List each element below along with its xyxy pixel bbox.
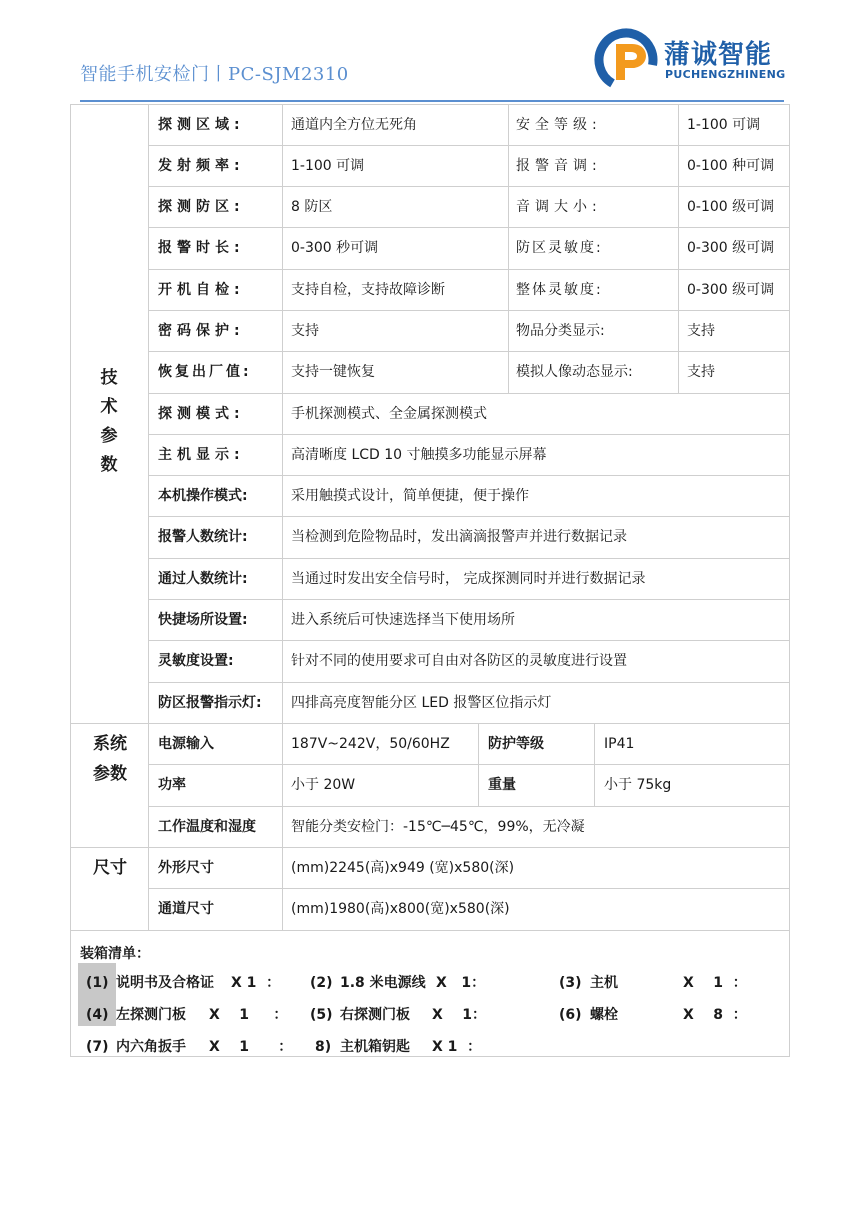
spec-value: 四排高亮度智能分区 LED 报警区位指示灯 [291, 694, 552, 711]
spec-key: 恢复出厂值: [158, 363, 252, 380]
spec-value: 0-300 秒可调 [291, 239, 379, 256]
spec-value: 当通过时发出安全信号时， 完成探测同时并进行数据记录 [291, 570, 646, 587]
spec-value: 0-100 种可调 [687, 157, 775, 174]
spec-value: 小于 75kg [604, 776, 672, 793]
spec-value: 0-300 级可调 [687, 239, 775, 256]
spec-value: (mm)1980(高)x800(宽)x580(深) [291, 900, 510, 917]
spec-key: 物品分类显示: [516, 322, 605, 339]
spec-key: 报警音调: [516, 157, 602, 174]
spec-key: 防护等级 [488, 735, 544, 752]
spec-value: 1-100 可调 [291, 157, 365, 174]
spec-value: 智能分类安检门：-15℃─45℃，99%，无冷凝 [291, 818, 585, 835]
spec-value: 支持一键恢复 [291, 363, 375, 380]
spec-key: 音调大小: [516, 198, 602, 215]
column-divider [508, 104, 509, 393]
spec-key: 探测区域: [158, 116, 245, 133]
spec-key: 防区报警指示灯: [158, 694, 262, 711]
spec-value: 针对不同的使用要求可自由对各防区的灵敏度进行设置 [291, 652, 627, 669]
spec-key: 工作温度和湿度 [158, 818, 256, 835]
company-logo [594, 28, 784, 92]
spec-key: 本机操作模式: [158, 487, 248, 504]
spec-key: 开机自检: [158, 281, 245, 298]
logo-english-text: PUCHENGZHINENG [665, 68, 786, 81]
spec-value: 手机探测模式、全金属探测模式 [291, 405, 487, 422]
spec-value: (mm)2245(高)x949 (宽)x580(深) [291, 859, 515, 876]
section-label-tech: 技 术 参 数 [100, 368, 118, 475]
spec-value: 当检测到危险物品时，发出滴滴报警声并进行数据记录 [291, 528, 627, 545]
spec-key: 密码保护: [158, 322, 245, 339]
spec-key: 灵敏度设置: [158, 652, 234, 669]
spec-key: 探测模式: [158, 405, 245, 422]
spec-key: 探测防区: [158, 198, 245, 215]
spec-key: 快捷场所设置: [158, 611, 248, 628]
logo-chinese-text: 蒲诚智能 [664, 40, 773, 70]
spec-key: 整体灵敏度: [516, 281, 603, 298]
spec-key: 安全等级: [516, 116, 602, 133]
spec-key: 通过人数统计: [158, 570, 248, 587]
spec-value: 支持 [687, 322, 715, 339]
spec-key: 发射频率: [158, 157, 245, 174]
spec-key: 模拟人像动态显示: [516, 363, 633, 380]
spec-value: 高清晰度 LCD 10 寸触摸多功能显示屏幕 [291, 446, 547, 463]
document-title: 智能手机安检门丨PC-SJM2310 [80, 64, 349, 85]
spec-value: 小于 20W [291, 776, 356, 793]
spec-value: 采用触摸式设计，简单便捷，便于操作 [291, 487, 529, 504]
spec-value: 8 防区 [291, 198, 333, 215]
spec-value: 通道内全方位无死角 [291, 116, 417, 133]
section-label-system: 系统 参数 [93, 734, 127, 784]
section-label-size: 尺寸 [93, 858, 127, 878]
spec-key: 功率 [158, 776, 186, 793]
spec-value: 进入系统后可快速选择当下使用场所 [291, 611, 515, 628]
packing-list-title: 装箱清单： [80, 946, 150, 962]
column-divider [678, 104, 679, 393]
spec-value: 0-300 级可调 [687, 281, 775, 298]
spec-key: 报警人数统计: [158, 528, 248, 545]
spec-key: 电源输入 [158, 735, 214, 752]
spec-value: 支持 [687, 363, 715, 380]
header-divider [80, 100, 784, 102]
spec-key: 防区灵敏度: [516, 239, 603, 256]
row-divider [148, 764, 790, 765]
logo-mark-icon [594, 28, 658, 92]
section-divider [70, 930, 790, 931]
spec-value: 支持 [291, 322, 319, 339]
spec-value: IP41 [604, 735, 635, 752]
spec-value: 支持自检，支持故障诊断 [291, 281, 445, 298]
spec-key: 通道尺寸 [158, 900, 214, 917]
spec-key: 报警时长: [158, 239, 245, 256]
spec-value: 1-100 可调 [687, 116, 761, 133]
spec-value: 187V~242V，50/60HZ [291, 735, 450, 752]
spec-key: 主机显示: [158, 446, 245, 463]
spec-key: 外形尺寸 [158, 859, 214, 876]
spec-key: 重量 [488, 776, 516, 793]
spec-value: 0-100 级可调 [687, 198, 775, 215]
